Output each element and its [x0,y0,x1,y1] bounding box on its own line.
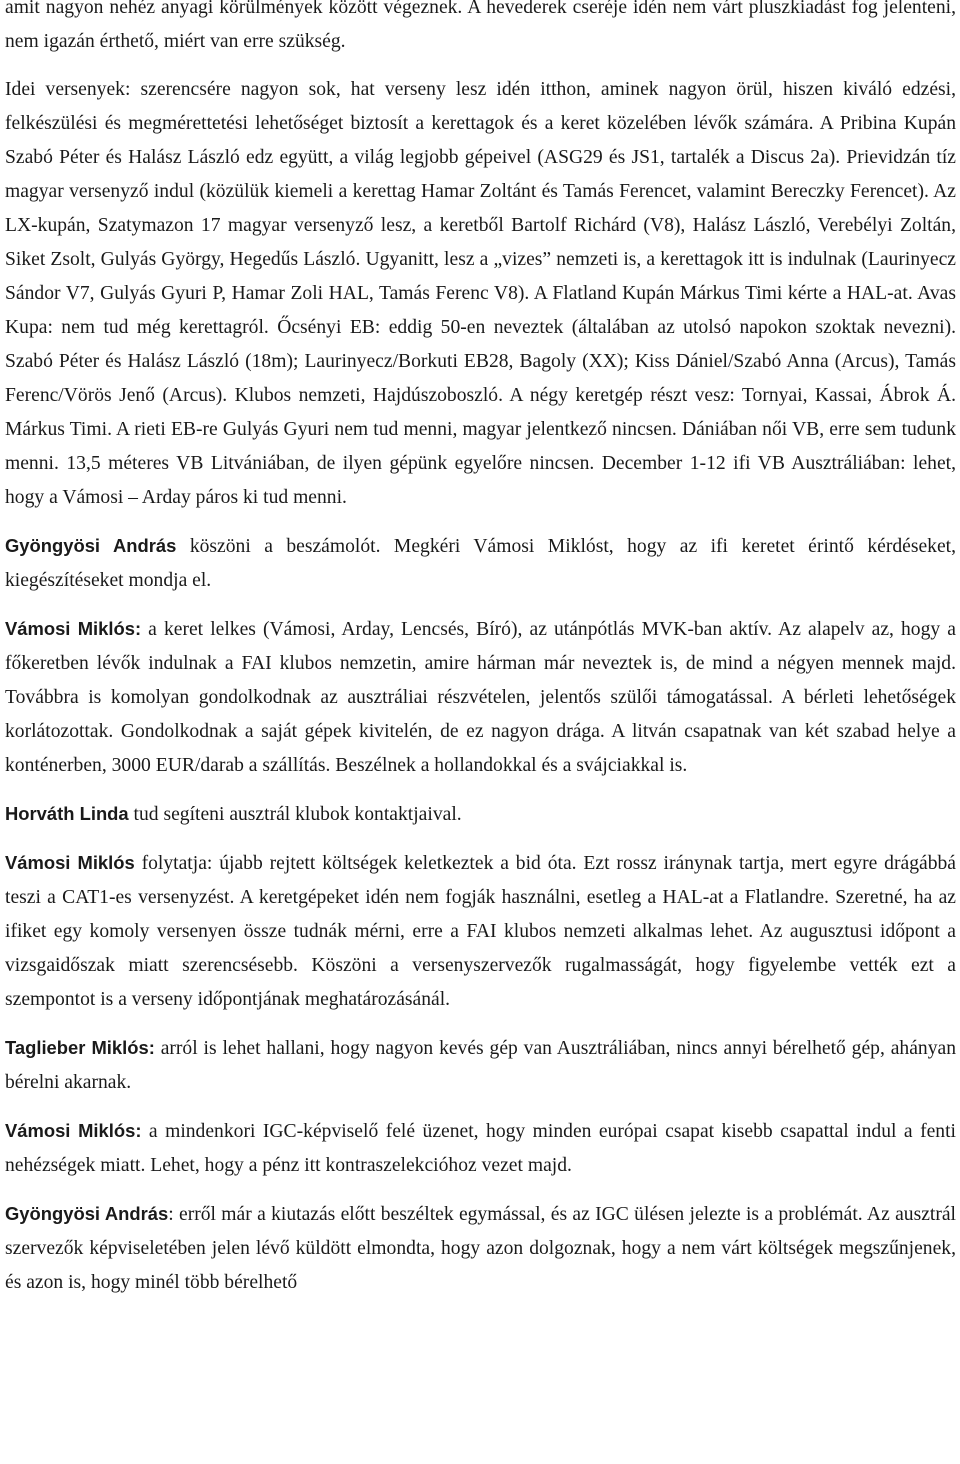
paragraph-continuation [5,0,956,59]
paragraph-gyongyosi-2 [5,1197,956,1300]
paragraph-text: Idei versenyek: szerencsére nagyon sok, hat verseny lesz idén itthon, aminek nagyon örül, hiszen kiváló edzési, felkészülési és megmérettetési lehetőséget biztosít a kerettagok és a keret közelében lévők számára. A Pribina Kupán Szabó Péter és Halász László edz együtt, a világ legjobb gépeivel (ASG29 és JS1, tartalék a Discus 2a). Prievidzán tíz magyar versenyző indul (közülük kiemeli a kerettag Hamar Zoltánt és Tamás Ferencet, valamint Bereczky Ferencet). Az LX-kupán, Szatymazon 17 magyar versenyző lesz, a keretből Bartolf Richárd (V8), Halász László, Verebélyi Zoltán, Siket Zsolt, Gulyás György, Hegedűs László. Ugyanitt, lesz a „vizes” nemzeti is, a kerettagok itt is indulnak (Laurinyecz Sándor V7, Gulyás Gyuri P, Hamar Zoli HAL, Tamás Ferenc V8). A Flatland Kupán Márkus Timi kérte a HAL-at. Avas Kupa: nem tud még kerettagról. Őcsényi EB: eddig 50-en neveztek (általában az utolsó napokon szoktak nevezni). Szabó Péter és Halász László (18m); Laurinyecz/Borkuti EB28, Bagoly (XX); Kiss Dániel/Szabó Anna (Arcus), Tamás Ferenc/Vörös Jenő (Arcus). Klubos nemzeti, Hajdúszoboszló. A négy keretgép részt vesz: Tornyai, Kassai, Ábrok Á. Márkus Timi. A rieti EB-re Gulyás Gyuri nem tud menni, magyar jelentkező nincsen. Dániában női VB, erre sem tudunk menni. 13,5 méteres VB Litvániában, de ilyen gépünk egyelőre nincsen. December 1-12 ifi VB Ausztráliában: lehet, hogy a Vámosi – Arday páros ki tud menni. [5,79,956,508]
paragraph-text: a mindenkori IGC-képviselő felé üzenet, hogy minden európai csapat kisebb csapattal indul a fenti nehézségek miatt. Lehet, hogy a pénz itt kontraszelekcióhoz vezet majd. [5,1121,956,1176]
speaker-name: Horváth Linda [5,803,129,824]
paragraph-text: folytatja: újabb rejtett költségek keletkeztek a bid óta. Ezt rossz iránynak tartja, mert egyre drágábbá teszi a CAT1-es versenyzést. A keretgépeket idén nem fogják használni, esetleg a HAL-at a Flatlandre. Szeretné, ha az ifiket egy komoly versenyen össze tudnák mérni, erre a FAI klubos nemzeti alkalmas lehet. Az augusztusi időpont a vizsgaidőszak miatt szerencsésebb. Köszöni a versenyszervezők rugalmasságát, hogy figyelembe vették ezt a szempontot is a verseny időpontjának meghatározásánál. [5,853,956,1010]
paragraph-text: köszöni a beszámolót. Megkéri Vámosi Miklóst, hogy az ifi keretet érintő kérdéseket, kiegészítéseket mondja el. [5,536,956,591]
paragraph-text: amit nagyon nehéz anyagi körülmények között végeznek. A hevederek cseréje idén nem várt pluszkiadást fog jelenteni, nem igazán érthető, miért van erre szükség. [5,0,956,52]
paragraph-competitions [5,73,956,515]
speaker-name: Vámosi Miklós: [5,1120,142,1141]
speaker-name: Gyöngyösi András [5,1203,169,1224]
paragraph-text: a keret lelkes (Vámosi, Arday, Lencsés, Bíró), az utánpótlás MVK-ban aktív. Az alapelv az, hogy a főkeretben lévők indulnak a FAI klubos nemzetin, amire hárman már neveztek is, de mind a négyen mennek majd. Továbbra is komolyan gondolkodnak az ausztráliai részvételen, jelentős szülői támogatással. A bérleti lehetőségek korlátozottak. Gondolkodnak a saját gépek kivitelén, de ez nagyon drága. A litván csapatnak van két szabad helye a konténerben, 3000 EUR/darab a szállítás. Beszélnek a hollandokkal és a svájciakkal is. [5,619,956,776]
paragraph-text: tud segíteni ausztrál klubok kontaktjaival. [128,804,462,825]
paragraph-gyongyosi-1 [5,529,956,598]
speaker-name: Vámosi Miklós [5,852,135,873]
paragraph-text: : erről már a kiutazás előtt beszéltek egymással, és az IGC ülésen jelezte is a problémát. Az ausztrál szervezők képviseletében jelen lévő küldött elmondta, hogy azon dolgoznak, hogy a nem várt költségek megszűnjenek, és azon is, hogy minél több bérelhető [5,1204,957,1293]
paragraph-vamosi-3 [5,1114,956,1183]
speaker-name: Gyöngyösi András [5,535,177,556]
paragraph-taglieber [5,1031,956,1100]
speaker-name: Taglieber Miklós: [5,1037,155,1058]
speaker-name: Vámosi Miklós: [5,618,142,639]
paragraph-text: arról is lehet hallani, hogy nagyon kevés gép van Ausztráliában, nincs annyi bérelhető gép, ahányan bérelni akarnak. [5,1038,957,1093]
paragraph-vamosi-1 [5,612,956,783]
document-body [5,0,956,1300]
paragraph-vamosi-2 [5,846,956,1017]
paragraph-horvath [5,797,956,832]
